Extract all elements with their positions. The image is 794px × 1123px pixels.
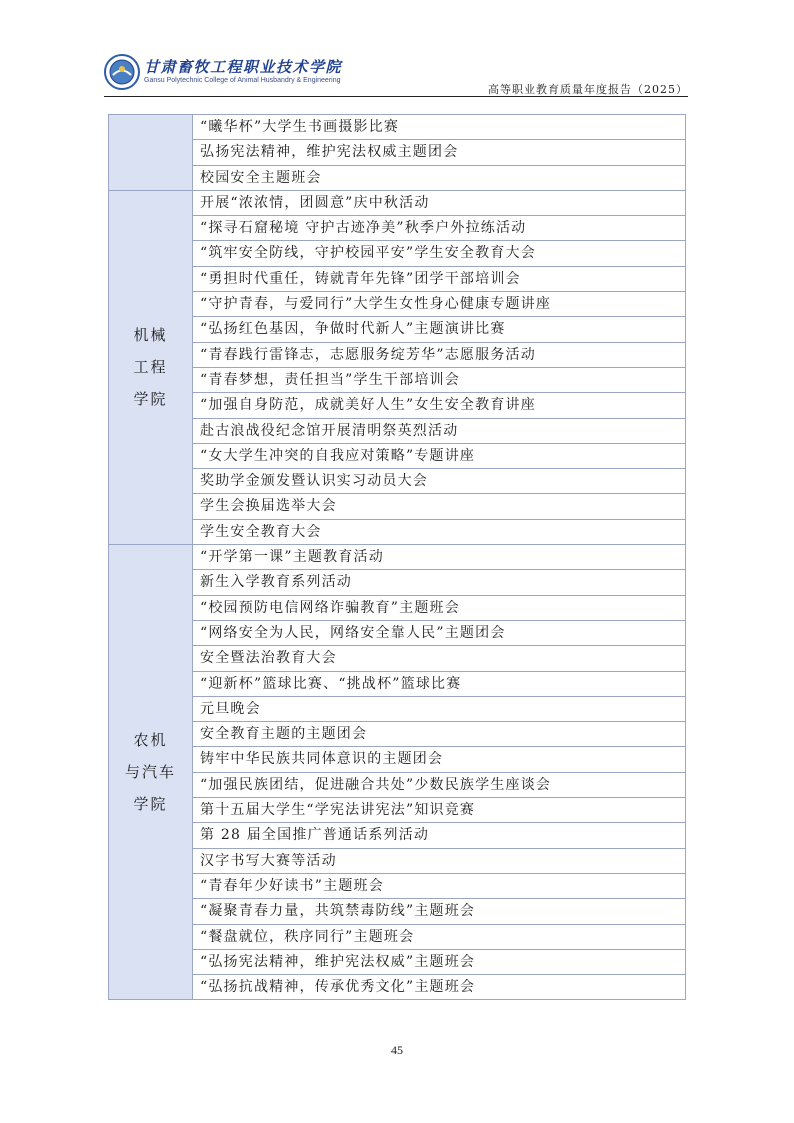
table-row <box>109 367 686 392</box>
table-row <box>109 545 686 570</box>
activity-cell: “勇担时代重任，铸就青年先锋”团学干部培训会 <box>193 266 686 291</box>
college-logo-icon <box>104 54 140 90</box>
activity-cell: 开展“浓浓情，团圆意”庆中秋活动 <box>193 190 686 215</box>
table-row <box>109 772 686 797</box>
activity-cell: 奖助学金颁发暨认识实习动员大会 <box>193 469 686 494</box>
activity-cell: “守护青春，与爱同行”大学生女性身心健康专题讲座 <box>193 292 686 317</box>
table-row <box>109 266 686 291</box>
table-row <box>109 443 686 468</box>
table-row <box>109 924 686 949</box>
activity-cell: 第 28 届全国推广普通话系列活动 <box>193 823 686 848</box>
table-row <box>109 722 686 747</box>
college-name-line: 工程 <box>133 358 168 377</box>
table-row <box>109 975 686 1000</box>
activity-cell: “曦华杯”大学生书画摄影比赛 <box>193 115 686 140</box>
page-number: 45 <box>391 1043 403 1057</box>
activity-cell: “女大学生冲突的自我应对策略”专题讲座 <box>193 443 686 468</box>
table-row <box>109 190 686 215</box>
table-row <box>109 646 686 671</box>
table-row <box>109 595 686 620</box>
activity-cell: “青春梦想，责任担当”学生干部培训会 <box>193 367 686 392</box>
activity-cell: 第十五届大学生“学宪法讲宪法”知识竞赛 <box>193 798 686 823</box>
activity-cell: “迎新杯”篮球比赛、“挑战杯”篮球比赛 <box>193 671 686 696</box>
activity-cell: 弘扬宪法精神，维护宪法权威主题团会 <box>193 140 686 165</box>
table-row <box>109 949 686 974</box>
table-row <box>109 165 686 190</box>
activity-cell: “加强自身防范，成就美好人生”女生安全教育讲座 <box>193 393 686 418</box>
activity-cell: “弘扬抗战精神，传承优秀文化”主题班会 <box>193 975 686 1000</box>
activity-cell: “青春践行雷锋志，志愿服务绽芳华”志愿服务活动 <box>193 342 686 367</box>
activity-cell: 铸牢中华民族共同体意识的主题团会 <box>193 747 686 772</box>
table-row <box>109 418 686 443</box>
college-name-cell <box>109 190 193 544</box>
table-row <box>109 494 686 519</box>
report-title: 高等职业教育质量年度报告（2025） <box>488 83 688 96</box>
activity-cell: 汉字书写大赛等活动 <box>193 848 686 873</box>
table-row <box>109 140 686 165</box>
college-name-cell <box>109 545 193 1000</box>
activity-cell: 赴古浪战役纪念馆开展清明祭英烈活动 <box>193 418 686 443</box>
table-row <box>109 823 686 848</box>
table-row <box>109 873 686 898</box>
activity-cell: “开学第一课”主题教育活动 <box>193 545 686 570</box>
activity-cell: “加强民族团结，促进融合共处”少数民族学生座谈会 <box>193 772 686 797</box>
college-name-line: 机械 <box>133 326 168 345</box>
table-row <box>109 216 686 241</box>
activity-cell: “探寻石窟秘境 守护古迹净美”秋季户外拉练活动 <box>193 216 686 241</box>
table-row <box>109 115 686 140</box>
activity-cell: “网络安全为人民，网络安全靠人民”主题团会 <box>193 620 686 645</box>
page-header <box>104 50 688 98</box>
school-name-en: Gansu Polytechnic College of Animal Husbandry & Engineering <box>144 77 341 84</box>
college-name-line: 学院 <box>133 795 168 814</box>
table-row <box>109 696 686 721</box>
table-row <box>109 848 686 873</box>
table-row <box>109 620 686 645</box>
activity-cell: “餐盘就位，秩序同行”主题班会 <box>193 924 686 949</box>
table-row <box>109 292 686 317</box>
header-divider <box>104 96 688 97</box>
table-row <box>109 469 686 494</box>
college-name-cell <box>109 115 193 191</box>
activity-cell: “凝聚青春力量，共筑禁毒防线”主题班会 <box>193 899 686 924</box>
table-row <box>109 671 686 696</box>
table-row <box>109 747 686 772</box>
school-name-cn: 甘肃畜牧工程职业技术学院 <box>144 58 343 76</box>
activity-cell: 学生会换届选举大会 <box>193 494 686 519</box>
activity-cell: 安全暨法治教育大会 <box>193 646 686 671</box>
activity-cell: “青春年少好读书”主题班会 <box>193 873 686 898</box>
college-name-line: 与汽车 <box>124 763 176 782</box>
table-row <box>109 899 686 924</box>
college-name-line: 农机 <box>133 731 168 750</box>
table-row <box>109 241 686 266</box>
activity-cell: “校园预防电信网络诈骗教育”主题班会 <box>193 595 686 620</box>
activity-cell: 新生入学教育系列活动 <box>193 570 686 595</box>
activity-cell: “弘扬红色基因，争做时代新人”主题演讲比赛 <box>193 317 686 342</box>
table-row <box>109 519 686 544</box>
activity-cell: 校园安全主题班会 <box>193 165 686 190</box>
activities-table <box>108 114 686 1000</box>
activity-cell: “筑牢安全防线，守护校园平安”学生安全教育大会 <box>193 241 686 266</box>
activity-cell: 元旦晚会 <box>193 696 686 721</box>
activity-cell: 学生安全教育大会 <box>193 519 686 544</box>
activity-cell: “弘扬宪法精神，维护宪法权威”主题班会 <box>193 949 686 974</box>
table-row <box>109 317 686 342</box>
table-row <box>109 798 686 823</box>
table-row <box>109 570 686 595</box>
college-name-line: 学院 <box>133 390 168 409</box>
table-row <box>109 393 686 418</box>
table-row <box>109 342 686 367</box>
activity-cell: 安全教育主题的主题团会 <box>193 722 686 747</box>
